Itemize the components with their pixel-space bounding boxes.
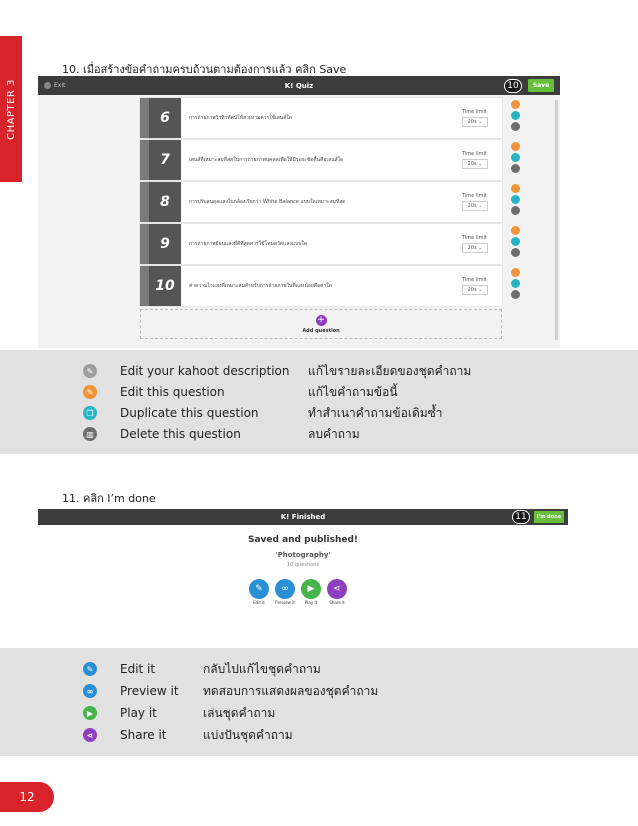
question-text: การปรับสมดุลแสงในกล้องเรียกว่า White Balance แบบใดเหมาะสมที่สุด — [189, 198, 346, 205]
step-badge-10: 10 — [504, 79, 522, 93]
legend-en: Edit your kahoot description — [120, 364, 290, 378]
share-it-button[interactable] — [326, 579, 348, 605]
time-limit — [462, 193, 502, 211]
legend-en: Edit this question — [120, 385, 225, 399]
finished-actions — [248, 579, 348, 605]
pencil-icon: ✎ — [249, 579, 269, 599]
trash-icon[interactable] — [511, 290, 520, 299]
legend-item — [83, 727, 293, 742]
legend-th: แบ่งปันชุดคำถาม — [203, 727, 293, 742]
legend-en: Play it — [120, 706, 157, 720]
legend-editor-icons — [0, 350, 638, 454]
legend-item — [83, 683, 379, 698]
legend-th: ลบคำถาม — [308, 426, 360, 441]
time-value: 20s — [467, 245, 477, 251]
legend-en: Duplicate this question — [120, 406, 259, 420]
time-limit-label: Time limit — [462, 109, 487, 115]
pencil-icon[interactable] — [511, 100, 520, 109]
editor-title: K! Quiz — [284, 81, 314, 90]
drag-handle[interactable] — [140, 98, 149, 138]
question-text: การถ่ายภาพวิวทิวทัศน์ให้สวยงามควรใช้เลนส์ใด — [189, 114, 292, 121]
pencil-icon[interactable] — [511, 142, 520, 151]
trash-icon[interactable] — [511, 248, 520, 257]
step-badge-11: 11 — [512, 510, 530, 524]
question-text: เลนส์ที่เหมาะสมที่สุดในการถ่ายภาพบุคคลเพื่อให้มีระยะชัดตื้นคือเลนส์ใด — [189, 156, 344, 163]
finished-screenshot — [38, 509, 568, 619]
question-row[interactable] — [140, 98, 502, 138]
duplicate-icon[interactable] — [511, 237, 520, 246]
share-icon: ⋖ — [327, 579, 347, 599]
time-limit — [462, 277, 502, 295]
legend-finished-icons — [0, 648, 638, 756]
duplicate-icon: ❐ — [83, 406, 97, 420]
legend-en: Delete this question — [120, 427, 241, 441]
play-icon: ▶ — [301, 579, 321, 599]
time-limit-select[interactable]: 20s ⌄ — [462, 117, 488, 127]
save-button[interactable]: Save — [528, 79, 554, 92]
legend-en: Edit it — [120, 662, 156, 676]
im-done-button[interactable]: I'm done — [534, 511, 564, 523]
duplicate-icon[interactable] — [511, 111, 520, 120]
duplicate-icon[interactable] — [511, 153, 520, 162]
trash-icon: ▥ — [83, 427, 97, 441]
play-icon: ▶ — [83, 706, 97, 720]
time-value: 20s — [467, 161, 477, 167]
time-limit-select[interactable]: 20s ⌄ — [462, 201, 488, 211]
question-number: 6 — [149, 98, 181, 138]
drag-handle[interactable] — [140, 224, 149, 264]
legend-item — [83, 661, 321, 676]
question-row[interactable] — [140, 266, 502, 306]
chapter-label: CHAPTER 3 — [5, 78, 17, 140]
preview-icon: ∞ — [83, 684, 97, 698]
legend-item — [83, 384, 398, 399]
action-label: Edit it — [253, 600, 265, 605]
legend-item — [83, 426, 360, 441]
question-row[interactable] — [140, 140, 502, 180]
question-row[interactable] — [140, 224, 502, 264]
trash-icon[interactable] — [511, 122, 520, 131]
time-limit-select[interactable]: 20s ⌄ — [462, 243, 488, 253]
time-limit-label: Time limit — [462, 235, 487, 241]
legend-en: Preview it — [120, 684, 179, 698]
time-limit — [462, 151, 502, 169]
finished-title: K! Finished — [280, 513, 326, 521]
question-number: 9 — [149, 224, 181, 264]
time-limit-select[interactable]: 20s ⌄ — [462, 285, 488, 295]
time-value: 20s — [467, 287, 477, 293]
question-row[interactable] — [140, 182, 502, 222]
question-number: 10 — [149, 266, 181, 306]
editor-topbar — [38, 76, 560, 95]
step-11-instruction: 11. คลิก I’m done — [62, 492, 156, 505]
share-icon: ⋖ — [83, 728, 97, 742]
preview-icon: ∞ — [275, 579, 295, 599]
legend-item — [83, 405, 443, 420]
question-actions — [511, 100, 520, 131]
legend-item — [83, 705, 276, 720]
trash-icon[interactable] — [511, 164, 520, 173]
legend-th: ทดสอบการแสดงผลของชุดคำถาม — [203, 683, 379, 698]
pencil-icon[interactable] — [511, 184, 520, 193]
drag-handle[interactable] — [140, 266, 149, 306]
pencil-icon[interactable] — [511, 268, 520, 277]
step-10-instruction: 10. เมื่อสร้างข้อคำถามครบถ้วนตามต้องการแล้ว คลิก Save — [62, 63, 347, 76]
plus-icon: + — [317, 314, 325, 325]
page-number: 12 — [0, 782, 54, 812]
action-label: Share it — [329, 600, 345, 605]
action-label: Play it — [304, 600, 318, 605]
question-count: 10 questions — [286, 562, 320, 568]
exit-label: Exit — [54, 82, 66, 89]
pencil-icon: ✎ — [83, 385, 97, 399]
add-question-button[interactable] — [140, 309, 502, 339]
question-actions — [511, 184, 520, 215]
legend-en: Share it — [120, 728, 167, 742]
legend-th: ทำสำเนาคำถามข้อเดิมซ้ำ — [308, 405, 443, 420]
preview-it-button[interactable] — [274, 579, 296, 605]
action-label: Preview it — [275, 600, 295, 605]
quiz-name: 'Photography' — [275, 551, 331, 559]
pencil-icon[interactable] — [511, 226, 520, 235]
drag-handle[interactable] — [140, 140, 149, 180]
time-value: 20s — [467, 203, 477, 209]
time-limit — [462, 235, 502, 253]
time-value: 20s — [467, 119, 477, 125]
question-text: การถ่ายภาพย้อนแสงที่ดีที่สุดควรใช้โหมดวัดแสงแบบใด — [189, 240, 308, 247]
time-limit-select[interactable]: 20s ⌄ — [462, 159, 488, 169]
saved-heading: Saved and published! — [247, 535, 359, 545]
time-limit — [462, 109, 502, 127]
time-limit-label: Time limit — [462, 193, 487, 199]
legend-th: แก้ไขรายละเอียดของชุดคำถาม — [308, 363, 472, 378]
quiz-editor-screenshot — [38, 76, 560, 348]
add-question-label: Add question — [302, 327, 340, 334]
scrollbar[interactable] — [555, 100, 558, 340]
chapter-tab — [0, 36, 22, 182]
legend-th: เล่นชุดคำถาม — [203, 705, 276, 720]
legend-th: กลับไปแก้ไขชุดคำถาม — [203, 661, 321, 676]
question-actions — [511, 268, 520, 299]
pencil-icon: ✎ — [83, 364, 97, 378]
question-actions — [511, 142, 520, 173]
question-number: 8 — [149, 182, 181, 222]
finished-topbar — [38, 509, 568, 525]
trash-icon[interactable] — [511, 206, 520, 215]
duplicate-icon[interactable] — [511, 195, 520, 204]
question-actions — [511, 226, 520, 257]
time-limit-label: Time limit — [462, 277, 487, 283]
question-text: ค่าความไวแสงที่เหมาะสมสำหรับการถ่ายภาพในที่แสงน้อยคือค่าใด — [189, 282, 332, 289]
legend-th: แก้ไขคำถามข้อนี้ — [308, 384, 398, 399]
time-limit-label: Time limit — [462, 151, 487, 157]
question-number: 7 — [149, 140, 181, 180]
legend-item — [83, 363, 472, 378]
drag-handle[interactable] — [140, 182, 149, 222]
duplicate-icon[interactable] — [511, 279, 520, 288]
play-it-button[interactable] — [300, 579, 322, 605]
edit-it-button[interactable] — [248, 579, 270, 605]
pencil-icon: ✎ — [83, 662, 97, 676]
